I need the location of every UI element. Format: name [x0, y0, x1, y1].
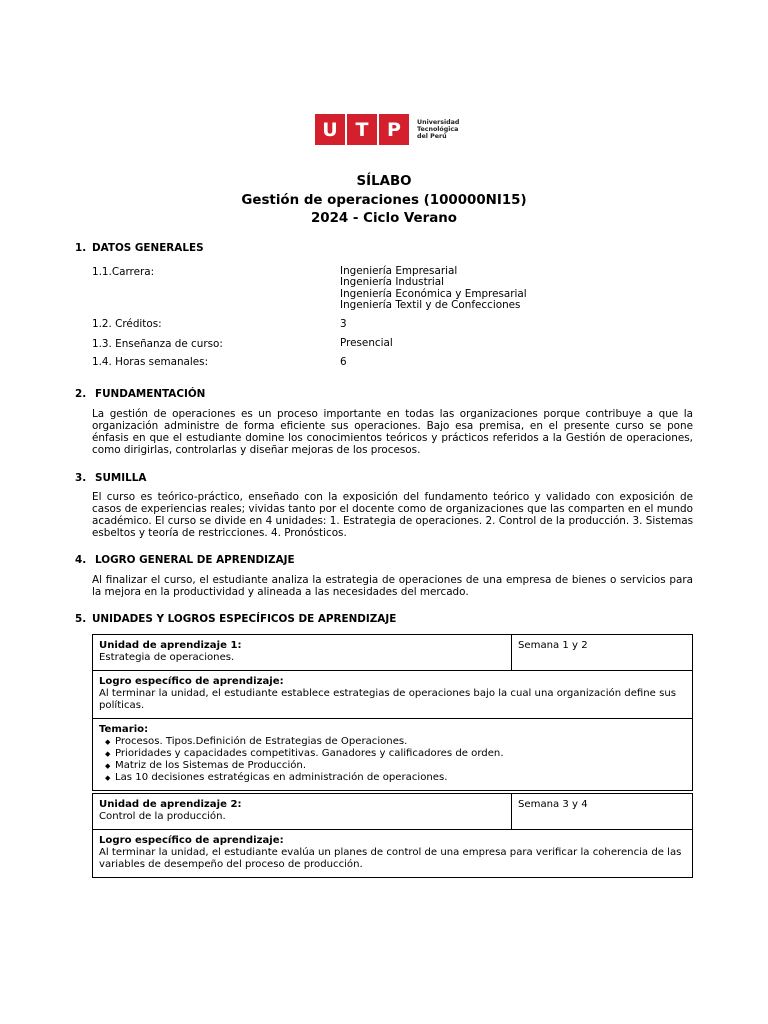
logro-general-text: Al finalizar el curso, el estudiante analiza la estrategia de operaciones de una empresa de bienes o servicios para la mejora en la productividad y alineada a las necesidades del mercado.: [92, 574, 693, 598]
logo-letter-p: P: [379, 114, 409, 145]
temario-item: ◆ Prioridades y capacidades competitivas. Ganadores y calificadores de orden.: [115, 748, 686, 760]
ensenanza-value: Presencial: [340, 337, 393, 349]
temario-item: ◆ Matriz de los Sistemas de Producción.: [115, 760, 686, 772]
carrera-label: 1.1.Carrera:: [92, 266, 155, 278]
unit-1-temario-label: Temario:: [99, 724, 149, 735]
temario-item: ◆ Procesos. Tipos.Definición de Estrategias de Operaciones.: [115, 736, 686, 748]
unit-1-title: Unidad de aprendizaje 1:: [99, 640, 242, 651]
section-heading-text: LOGRO GENERAL DE APRENDIZAJE: [95, 554, 295, 566]
section-number: 2.: [75, 388, 87, 400]
section-number: 4.: [75, 554, 87, 566]
section-heading-text: DATOS GENERALES: [92, 242, 204, 254]
section-heading-sumilla: [75, 472, 146, 484]
logo-letter-t: T: [347, 114, 377, 145]
creditos-value: 3: [340, 318, 347, 330]
carrera-item: Ingeniería Textil y de Confecciones: [340, 299, 521, 312]
unit-2-logro-label: Logro específico de aprendizaje:: [99, 835, 284, 846]
unit-2-table: [92, 793, 693, 878]
unit-1-header-row: [93, 635, 692, 670]
unit-1-title-cell: [93, 635, 512, 670]
unit-2-title: Unidad de aprendizaje 2:: [99, 799, 242, 810]
unit-1-logro-label: Logro específico de aprendizaje:: [99, 676, 284, 687]
unit-2-logro-text: Al terminar la unidad, el estudiante evalúa un planes de control de una empresa para verificar la coherencia de las variables de desempeño del proceso de producción.: [99, 847, 682, 870]
logo-line-3: del Perú: [417, 133, 447, 141]
sumilla-text: El curso es teórico-práctico, enseñado con la exposición del fundamento teórico y validado con exposición de casos de experiencias reales; vividas tanto por el docente como de organizaciones que las comparten en el mundo académico. El curso se divide en 4 unidades: 1. Estrategia de operaciones. 2. Control de la producción. 3. Sistemas esbeltos y teoría de restricciones. 4. Pronósticos.: [92, 491, 693, 539]
horas-label: 1.4. Horas semanales:: [92, 356, 209, 368]
section-number: 3.: [75, 472, 87, 484]
unit-1-logro-text: Al terminar la unidad, el estudiante establece estrategias de operaciones bajo la cual una organización define sus políticas.: [99, 688, 676, 711]
document-title: SÍLABO: [356, 174, 412, 189]
unit-1-weeks: Semana 1 y 2: [518, 640, 588, 651]
section-number: 5.: [75, 613, 87, 625]
unit-1-temario-row: [93, 718, 692, 790]
unit-1-table: [92, 634, 693, 791]
horas-value: 6: [340, 356, 347, 368]
section-heading-text: UNIDADES Y LOGROS ESPECÍFICOS DE APRENDIZAJE: [92, 613, 397, 625]
utp-logo: [315, 114, 459, 145]
unit-2-title-cell: [93, 794, 512, 829]
carrera-item: Ingeniería Empresarial: [340, 265, 458, 277]
carrera-item: Ingeniería Económica y Empresarial: [340, 287, 527, 300]
unit-1-name: Estrategia de operaciones.: [99, 652, 235, 663]
unit-1-logro-row: [93, 670, 692, 718]
cycle-title: 2024 - Ciclo Verano: [310, 211, 458, 226]
carrera-values: [340, 266, 527, 312]
logo-letter-u: U: [315, 114, 345, 145]
unit-2-header-row: [93, 794, 692, 829]
section-heading-fundamentacion: [75, 388, 205, 400]
unit-2-weeks: Semana 3 y 4: [518, 799, 588, 810]
logo-line-1: Universidad: [417, 118, 460, 126]
carrera-item: Ingeniería Industrial: [340, 276, 445, 289]
ensenanza-label: 1.3. Enseñanza de curso:: [92, 338, 223, 350]
unit-2-name: Control de la producción.: [99, 811, 226, 822]
section-heading-datos-generales: [75, 242, 204, 254]
course-title: Gestión de operaciones (100000NI15): [241, 193, 527, 208]
section-heading-logro-general: [75, 554, 295, 566]
logo-wordmark: [417, 119, 459, 141]
section-heading-text: FUNDAMENTACIÓN: [95, 388, 206, 400]
section-number: 1.: [75, 242, 87, 254]
section-heading-text: SUMILLA: [95, 472, 147, 484]
temario-item: ◆ Las 10 decisiones estratégicas en administración de operaciones.: [115, 772, 686, 784]
creditos-label: 1.2. Créditos:: [92, 318, 162, 330]
unit-1-temario-list: [99, 736, 686, 784]
unit-2-logro-row: [93, 829, 692, 877]
fundamentacion-text: La gestión de operaciones es un proceso importante en todas las organizaciones porque contribuye a que la organización administre de forma eficiente sus operaciones. Bajo esa premisa, en el presente curso se pone énfasis en que el estudiante domine los conocimientos teóricos y prácticos referidos a la Gestión de operaciones, como dirigirlas, controlarlas y diseñar mejoras de los procesos.: [92, 408, 693, 456]
logo-line-2: Tecnológica: [417, 125, 459, 133]
section-heading-unidades: [75, 613, 396, 625]
